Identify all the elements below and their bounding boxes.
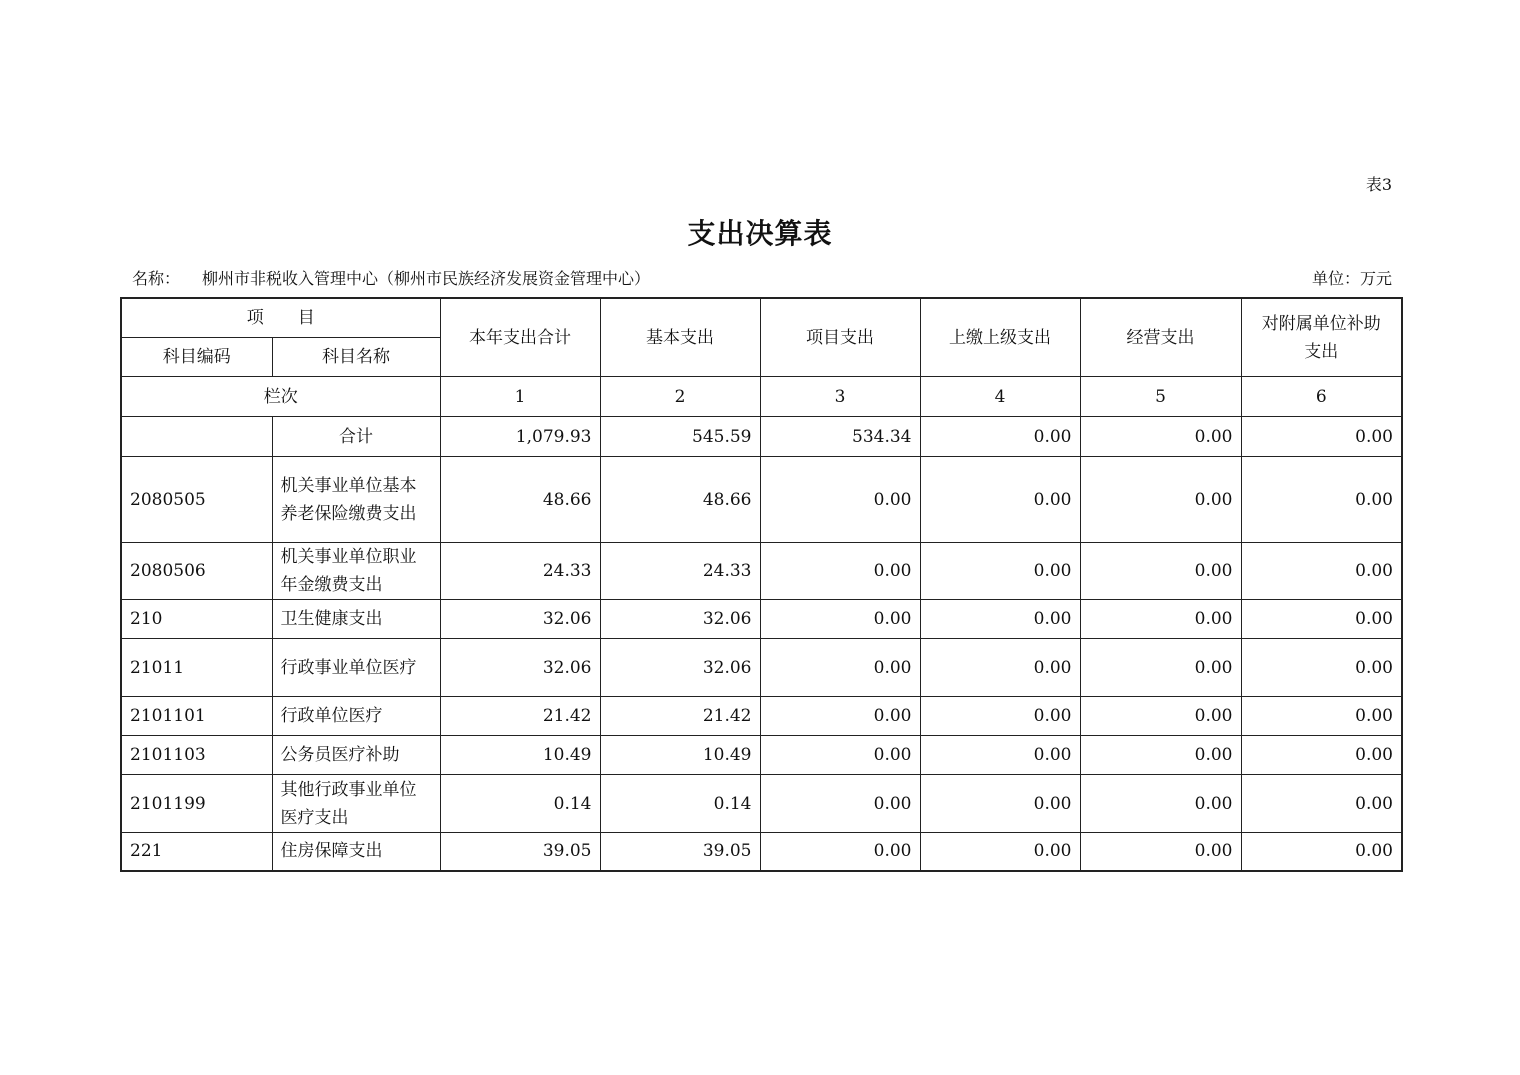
header-business: 经营支出 <box>1080 298 1241 377</box>
total-cell: 32.06 <box>440 639 600 697</box>
total-cell: 32.06 <box>440 600 600 639</box>
business-cell: 0.00 <box>1080 417 1241 457</box>
subject-cell: 住房保障支出 <box>272 833 440 871</box>
subsidy-cell: 0.00 <box>1241 457 1402 543</box>
column-number: 3 <box>760 377 920 417</box>
subsidy-cell: 0.00 <box>1241 600 1402 639</box>
remit-cell: 0.00 <box>920 775 1080 833</box>
subsidy-cell: 0.00 <box>1241 417 1402 457</box>
remit-cell: 0.00 <box>920 639 1080 697</box>
total-code-cell <box>121 417 272 457</box>
code-cell: 2101199 <box>121 775 272 833</box>
total-cell: 21.42 <box>440 697 600 736</box>
subsidy-cell: 0.00 <box>1241 697 1402 736</box>
total-cell: 10.49 <box>440 736 600 775</box>
remit-cell: 0.00 <box>920 417 1080 457</box>
table-row <box>121 736 1402 775</box>
basic-cell: 0.14 <box>600 775 760 833</box>
header-code: 科目编码 <box>121 338 272 377</box>
subsidy-cell: 0.00 <box>1241 543 1402 600</box>
basic-cell: 32.06 <box>600 600 760 639</box>
code-cell: 2101101 <box>121 697 272 736</box>
column-number-row <box>121 377 1402 417</box>
project-cell: 0.00 <box>760 457 920 543</box>
header-row <box>121 298 1402 338</box>
table-row <box>121 457 1402 543</box>
table-row <box>121 833 1402 871</box>
business-cell: 0.00 <box>1080 775 1241 833</box>
subsidy-cell: 0.00 <box>1241 736 1402 775</box>
remit-cell: 0.00 <box>920 600 1080 639</box>
subject-cell: 行政事业单位医疗 <box>272 639 440 697</box>
table-row <box>121 639 1402 697</box>
basic-cell: 48.66 <box>600 457 760 543</box>
total-row <box>121 417 1402 457</box>
subject-cell: 机关事业单位职业年金缴费支出 <box>272 543 440 600</box>
total-label: 合计 <box>272 417 440 457</box>
org-name-line <box>132 266 650 289</box>
business-cell: 0.00 <box>1080 457 1241 543</box>
column-number: 1 <box>440 377 600 417</box>
code-cell: 2080505 <box>121 457 272 543</box>
total-cell: 39.05 <box>440 833 600 871</box>
subject-cell: 其他行政事业单位医疗支出 <box>272 775 440 833</box>
subject-cell: 机关事业单位基本养老保险缴费支出 <box>272 457 440 543</box>
business-cell: 0.00 <box>1080 543 1241 600</box>
code-cell: 2101103 <box>121 736 272 775</box>
project-cell: 0.00 <box>760 736 920 775</box>
remit-cell: 0.00 <box>920 736 1080 775</box>
project-cell: 0.00 <box>760 833 920 871</box>
total-cell: 24.33 <box>440 543 600 600</box>
project-cell: 0.00 <box>760 543 920 600</box>
column-number-label: 栏次 <box>121 377 440 417</box>
basic-cell: 10.49 <box>600 736 760 775</box>
header-subject: 科目名称 <box>272 338 440 377</box>
table-row <box>121 543 1402 600</box>
subject-cell: 公务员医疗补助 <box>272 736 440 775</box>
header-subsidy: 对附属单位补助支出 <box>1241 298 1402 377</box>
code-cell: 2080506 <box>121 543 272 600</box>
total-cell: 1,079.93 <box>440 417 600 457</box>
header-project: 项目支出 <box>760 298 920 377</box>
business-cell: 0.00 <box>1080 833 1241 871</box>
remit-cell: 0.00 <box>920 697 1080 736</box>
remit-cell: 0.00 <box>920 833 1080 871</box>
total-cell: 0.14 <box>440 775 600 833</box>
remit-cell: 0.00 <box>920 543 1080 600</box>
basic-cell: 21.42 <box>600 697 760 736</box>
total-cell: 48.66 <box>440 457 600 543</box>
table-row <box>121 775 1402 833</box>
business-cell: 0.00 <box>1080 697 1241 736</box>
unit-label: 单位：万元 <box>1311 269 1392 288</box>
code-cell: 210 <box>121 600 272 639</box>
page-title: 支出决算表 <box>687 217 833 250</box>
column-number: 6 <box>1241 377 1402 417</box>
header-remit: 上缴上级支出 <box>920 298 1080 377</box>
business-cell: 0.00 <box>1080 639 1241 697</box>
code-cell: 21011 <box>121 639 272 697</box>
column-number: 5 <box>1080 377 1241 417</box>
business-cell: 0.00 <box>1080 600 1241 639</box>
basic-cell: 32.06 <box>600 639 760 697</box>
project-cell: 0.00 <box>760 775 920 833</box>
basic-cell: 39.05 <box>600 833 760 871</box>
table-number: 表3 <box>1365 175 1392 194</box>
column-number: 4 <box>920 377 1080 417</box>
header-item: 项 目 <box>121 298 440 338</box>
project-cell: 0.00 <box>760 639 920 697</box>
remit-cell: 0.00 <box>920 457 1080 543</box>
org-name-label: 名称： <box>132 269 181 288</box>
code-cell: 221 <box>121 833 272 871</box>
project-cell: 0.00 <box>760 697 920 736</box>
subject-cell: 行政单位医疗 <box>272 697 440 736</box>
header-total: 本年支出合计 <box>440 298 600 377</box>
header-basic: 基本支出 <box>600 298 760 377</box>
project-cell: 534.34 <box>760 417 920 457</box>
table-row <box>121 697 1402 736</box>
business-cell: 0.00 <box>1080 736 1241 775</box>
subject-cell: 卫生健康支出 <box>272 600 440 639</box>
project-cell: 0.00 <box>760 600 920 639</box>
subsidy-cell: 0.00 <box>1241 639 1402 697</box>
column-number: 2 <box>600 377 760 417</box>
basic-cell: 545.59 <box>600 417 760 457</box>
expense-table <box>120 297 1403 872</box>
subsidy-cell: 0.00 <box>1241 833 1402 871</box>
subsidy-cell: 0.00 <box>1241 775 1402 833</box>
table-row <box>121 600 1402 639</box>
basic-cell: 24.33 <box>600 543 760 600</box>
org-name-value: 柳州市非税收入管理中心（柳州市民族经济发展资金管理中心） <box>202 269 651 288</box>
